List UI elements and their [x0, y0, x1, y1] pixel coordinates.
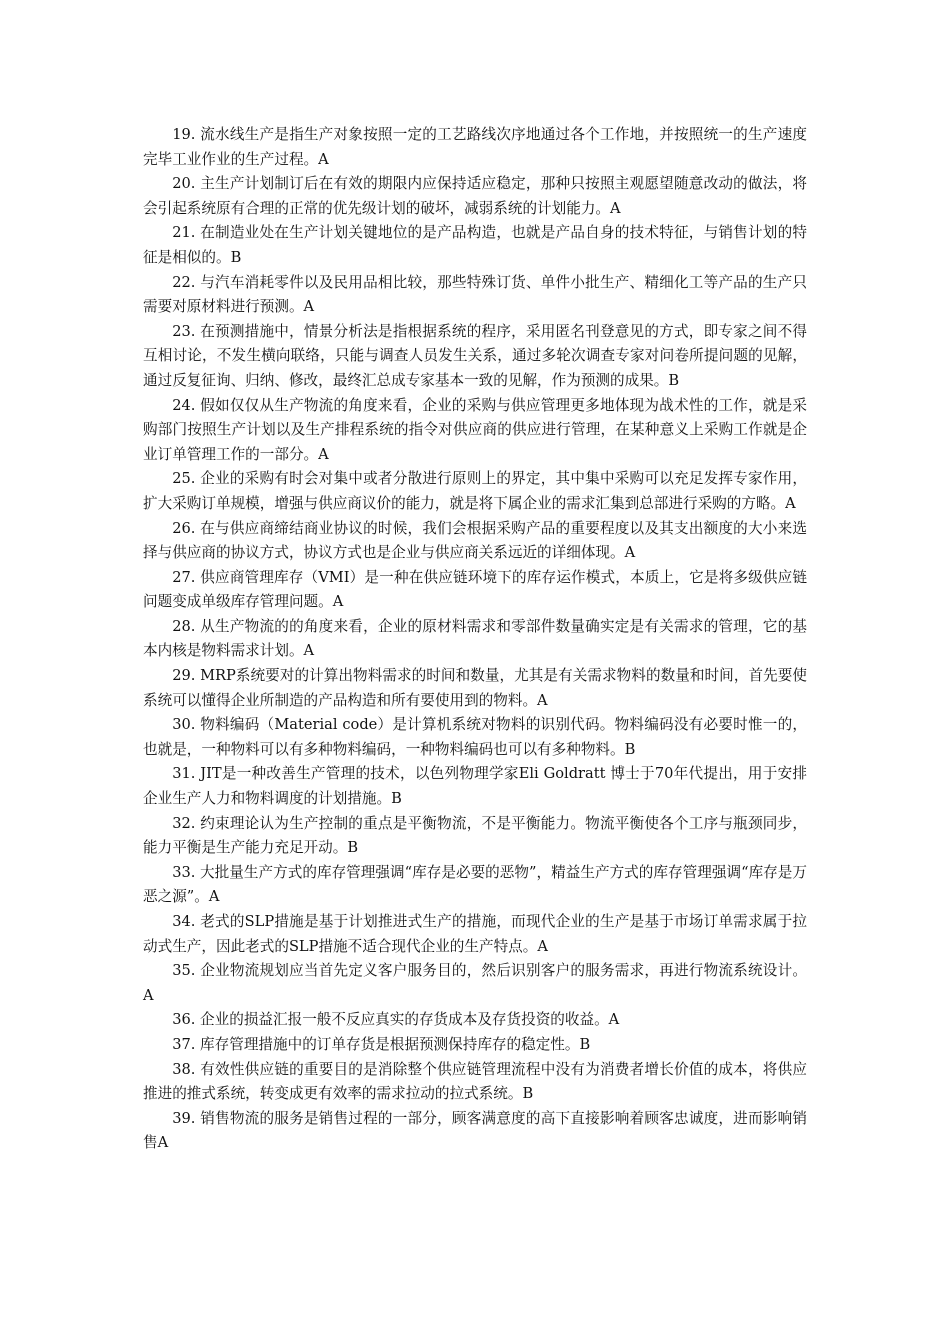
question-28: 28. 从生产物流的的角度来看，企业的原材料需求和零部件数量确实定是有关需求的管理，它的基本内核是物料需求计划。A — [143, 617, 807, 660]
question-19: 19. 流水线生产是指生产对象按照一定的工艺路线次序地通过各个工作地，并按照统一的生产速度完毕工业作业的生产过程。A — [143, 126, 807, 168]
question-21: 21. 在制造业处在生产计划关键地位的是产品构造，也就是产品自身的技术特征，与销售计划的特征是相似的。B — [143, 224, 807, 266]
document-body — [143, 123, 807, 1156]
question-34: 34. 老式的SLP措施是基于计划推进式生产的措施，而现代企业的生产是基于市场订单需求属于拉动式生产，因此老式的SLP措施不适合现代企业的生产特点。A — [143, 913, 807, 955]
question-23: 23. 在预测措施中，情景分析法是指根据系统的程序，采用匿名刊登意见的方式，即专家之间不得互相讨论，不发生横向联络，只能与调查人员发生关系，通过多轮次调查专家对问卷所提问题的见解，通过反复征询、归纳、修改，最终汇总成专家基本一致的见解，作为预测的成果。B — [143, 322, 807, 389]
question-27: 27. 供应商管理库存（VMI）是一种在供应链环境下的库存运作模式，本质上，它是将多级供应链问题变成单级库存管理问题。A — [143, 568, 807, 611]
question-26: 26. 在与供应商缔结商业协议的时候，我们会根据采购产品的重要程度以及其支出额度的大小来选择与供应商的协议方式，协议方式也是企业与供应商关系远近的详细体现。A — [143, 519, 807, 562]
question-24: 24. 假如仅仅从生产物流的角度来看，企业的采购与供应管理更多地体现为战术性的工作，就是采购部门按照生产计划以及生产排程系统的指令对供应商的供应进行管理，在某种意义上采购工作就是企业订单管理工作的一部分。A — [143, 396, 807, 463]
question-31: 31. JIT是一种改善生产管理的技术，以色列物理学家Eli Goldratt 博士于70年代提出，用于安排企业生产人力和物料调度的计划措施。B — [143, 765, 807, 808]
question-22: 22. 与汽车消耗零件以及民用品相比较，那些特殊订货、单件小批生产、精细化工等产品的生产只需要对原材料进行预测。A — [143, 273, 807, 316]
question-36: 36. 企业的损益汇报一般不反应真实的存货成本及存货投资的收益。A — [172, 1011, 620, 1029]
question-35: 35. 企业物流规划应当首先定义客户服务目的，然后识别客户的服务需求，再进行物流系统设计。A — [143, 962, 807, 1004]
question-38: 38. 有效性供应链的重要目的是消除整个供应链管理流程中没有为消费者增长价值的成本，将供应推进的推式系统，转变成更有效率的需求拉动的拉式系统。B — [143, 1060, 807, 1103]
question-20: 20. 主生产计划制订后在有效的期限内应保持适应稳定，那种只按照主观愿望随意改动的做法，将会引起系统原有合理的正常的优先级计划的破坏，减弱系统的计划能力。A — [143, 175, 807, 217]
question-39: 39. 销售物流的服务是销售过程的一部分，顾客满意度的高下直接影响着顾客忠诚度，进而影响销售A — [143, 1109, 807, 1152]
question-29: 29. MRP系统要对的计算出物料需求的时间和数量，尤其是有关需求物料的数量和时间，首先要使系统可以懂得企业所制造的产品构造和所有要使用到的物料。A — [143, 667, 807, 709]
question-32: 32. 约束理论认为生产控制的重点是平衡物流，不是平衡能力。物流平衡使各个工序与瓶颈同步，能力平衡是生产能力充足开动。B — [143, 814, 807, 857]
question-33: 33. 大批量生产方式的库存管理强调“库存是必要的恶物”，精益生产方式的库存管理强调“库存是万恶之源”。A — [143, 863, 807, 906]
question-37: 37. 库存管理措施中的订单存货是根据预测保持库存的稳定性。B — [172, 1035, 591, 1053]
question-25: 25. 企业的采购有时会对集中或者分散进行原则上的界定，其中集中采购可以充足发挥专家作用，扩大采购订单规模，增强与供应商议价的能力，就是将下属企业的需求汇集到总部进行采购的方略。A — [143, 470, 807, 512]
question-30: 30. 物料编码（Material code）是计算机系统对物料的识别代码。物料编码没有必要时惟一的，也就是，一种物料可以有多种物料编码，一种物料编码也可以有多种物料。B — [143, 716, 807, 758]
